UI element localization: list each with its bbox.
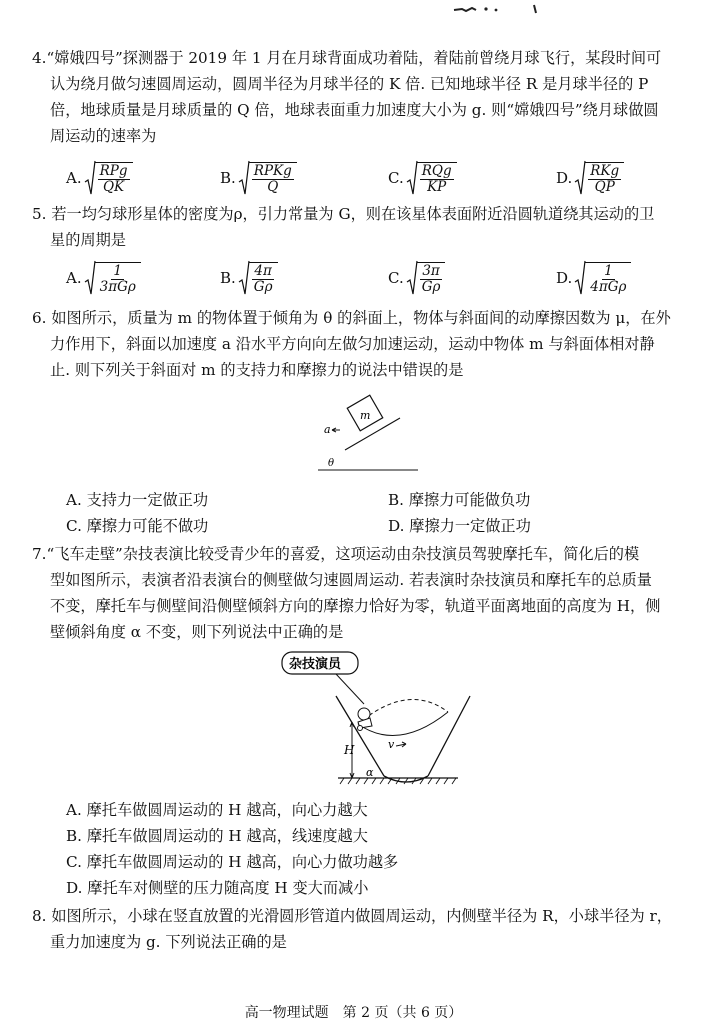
q5-option-d[interactable] [556,260,631,296]
denominator: QK [102,178,125,195]
angle-label: α [366,766,374,779]
q4-option-c[interactable] [388,160,457,196]
q5-option-a[interactable] [66,260,141,296]
incline-diagram [300,392,430,482]
denominator: 4πGρ [590,278,627,295]
q4-option-a[interactable] [66,160,133,196]
q7-line-3: 不变，摩托车与侧壁间沿侧壁倾斜方向的摩擦力恰好为零，轨道平面离地面的高度为 H，侧 [50,597,661,615]
option-label: D. [556,169,573,187]
q7-line-4: 壁倾斜角度 α 不变，则下列说法中正确的是 [50,623,344,641]
numerator: 1 [604,262,613,279]
q4-option-d[interactable] [556,160,624,196]
q4-option-b[interactable] [220,160,297,196]
fraction [585,162,624,195]
denominator: Gρ [253,278,273,295]
fraction [585,262,631,295]
q7-option-b[interactable]: B. 摩托车做圆周运动的 H 越高，线速度越大 [66,827,368,845]
option-label: D. [556,269,573,287]
numerator: RPg [99,162,128,179]
q5-line-1: 5. 若一均匀球形星体的密度为ρ，引力常量为 G，则在该星体表面附近沿圆轨道绕其运动的卫 [32,205,655,223]
q5-option-b[interactable] [220,260,278,296]
acceleration-label: a [324,423,331,436]
fraction [249,262,278,295]
q8-line-1: 8. 如图所示，小球在竖直放置的光滑圆形管道内做圆周运动，内侧壁半径为 R，小球半径为 r， [32,907,672,925]
q6-option-b[interactable]: B. 摩擦力可能做负功 [388,491,531,509]
q6-line-1: 6. 如图所示，质量为 m 的物体置于倾角为 θ 的斜面上，物体与斜面间的动摩擦因数为 μ，在外 [32,309,671,327]
numerator: RQg [421,162,452,179]
q7-line-1: 7.“飞车走壁”杂技表演比较受青少年的喜爱，这项运动由杂技演员驾驶摩托车，简化后的模 [32,545,640,563]
option-label: B. [220,269,236,287]
option-label: C. [388,269,404,287]
height-label: H [344,743,355,757]
numerator: 1 [113,262,122,279]
denominator: Gρ [421,278,441,295]
scan-artifact [452,4,540,14]
left-wall [336,696,384,776]
angle-label: θ [328,458,335,469]
denominator: KP [427,178,447,195]
callout-pointer [336,674,364,704]
denominator: 3πGρ [99,278,136,295]
numerator: RKg [590,162,620,179]
fraction [417,262,446,295]
q6-option-a[interactable]: A. 支持力一定做正功 [66,491,209,509]
ground-hatch [340,778,456,784]
q4-line-1: 4.“嫦娥四号”探测器于 2019 年 1 月在月球背面成功着陆，着陆前曾绕月球飞行，某段时间可 [32,49,662,67]
fraction [95,262,141,295]
q7-option-d[interactable]: D. 摩托车对侧壁的压力随高度 H 变大而减小 [66,879,369,897]
denominator: QP [594,178,615,195]
q7-option-a[interactable]: A. 摩托车做圆周运动的 H 越高，向心力越大 [66,801,368,819]
page-footer: 高一物理试题 第 2 页（共 6 页） [244,1005,463,1021]
fraction [417,162,457,195]
numerator: 3π [422,262,440,279]
velocity-label: v [388,738,395,751]
q7-line-2: 型如图所示，表演者沿表演台的侧壁做匀速圆周运动. 若表演时杂技演员和摩托车的总质量 [50,571,652,589]
option-label: A. [66,269,82,287]
right-wall [428,696,470,776]
q6-option-d[interactable]: D. 摩擦力一定做正功 [388,517,531,535]
option-label: A. [66,169,82,187]
fraction [249,162,297,195]
q6-line-2: 力作用下，斜面以加速度 a 沿水平方向向左做匀加速运动，运动中物体 m 与斜面体相对静 [50,335,655,353]
q5-option-c[interactable] [388,260,445,296]
q6-line-3: 止. 则下列关于斜面对 m 的支持力和摩擦力的说法中错误的是 [50,361,464,379]
wall-riding-diagram [278,648,478,790]
q7-option-c[interactable]: C. 摩托车做圆周运动的 H 越高，向心力做功越多 [66,853,399,871]
denominator: Q [267,178,279,195]
performer-label: 杂技演员 [289,657,342,672]
mass-label: m [360,409,371,422]
q4-line-4: 周运动的速率为 [50,127,157,145]
q4-line-3: 倍，地球质量是月球质量的 Q 倍，地球表面重力加速度大小为 g. 则“嫦娥四号”绕月球做圆 [50,101,659,119]
track-back [358,700,448,725]
q4-line-2: 认为绕月做匀速圆周运动，圆周半径为月球半径的 K 倍. 已知地球半径 R 是月球半径的 P [50,75,649,93]
option-label: B. [220,169,236,187]
q8-line-2: 重力加速度为 g. 下列说法正确的是 [50,933,287,951]
q6-option-c[interactable]: C. 摩擦力可能不做功 [66,517,209,535]
fraction [95,162,133,195]
option-label: C. [388,169,404,187]
numerator: RPKg [253,162,292,179]
numerator: 4π [254,262,272,279]
q5-line-2: 星的周期是 [50,231,126,249]
